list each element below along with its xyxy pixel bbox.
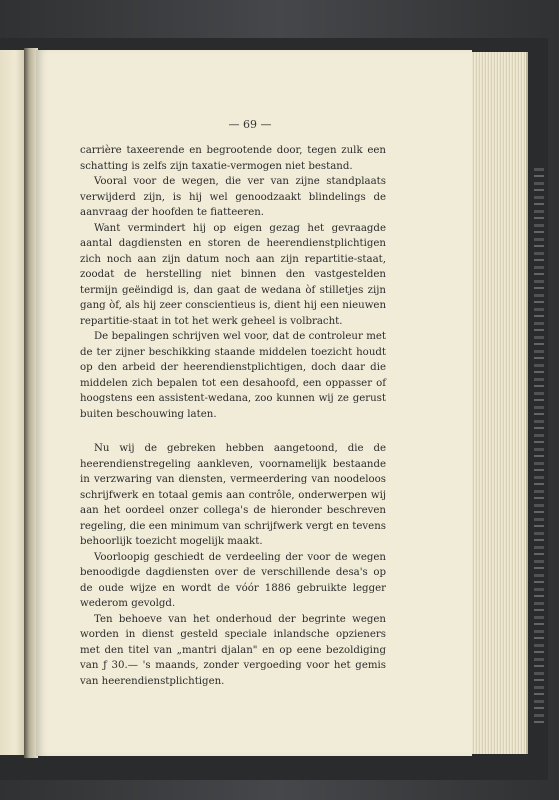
paragraph: Voorloopig geschiedt de verdeeling der voor de wegen benoodigde dagdiensten over de verschillende desa's op de oude wijze en wordt de vóór 1886 gebruikte legger wederom gevolgd. xyxy=(80,551,386,609)
section-break xyxy=(80,422,386,441)
paragraph: carrière taxeerende en begrootende door, tegen zulk een schatting is zelfs zijn taxatie-vermogen niet bestand. xyxy=(80,145,386,172)
page-edges xyxy=(472,52,528,754)
paragraph: Ten behoeve van het onderhoud der begrinte wegen worden in dienst gesteld speciale inlandsche opzieners met den titel van „mantri djalan" en op eene bezoldiging van ƒ 30.— 's maands, zonder vergoeding voor het gemis van heerendienstplichtigen. xyxy=(80,613,386,687)
page-text xyxy=(80,143,386,689)
left-page xyxy=(0,50,26,755)
paragraph: Want vermindert hij op eigen gezag het gevraagde aantal dagdiensten en storen de heerendienstplichtigen zich noch aan zijn datum noch aan zijn repartitie-staat, zoodat de herstelling niet binnen den vastgestelden termijn geëindigd is, dan gaat de wedana òf stilletjes zijn gang òf, als hij zeer conscientieus is, dient hij een nieuwen repartitie-staat in tot het werk geheel is volbracht. xyxy=(80,222,386,327)
paragraph: Nu wij de gebreken hebben aangetoond, die de heerendienstregeling aankleven, voornamelijk bestaande in verzwaring van diensten, vermeerdering van noodeloos schrijfwerk en totaal gemis aan contrôle, onderwerpen wij aan het oordeel onzer collega's de hieronder beschreven regeling, die een minimum van schrijfwerk vergt en tevens behoorlijk toezicht mogelijk maakt. xyxy=(80,443,386,547)
cover-edge-pattern xyxy=(534,168,544,728)
page-number: — 69 — xyxy=(228,118,272,131)
paragraph: Vooral voor de wegen, die ver van zijne standplaats verwijderd zijn, is hij wel genoodzaakt blindelings de aanvraag der hoofden te fiatteeren. xyxy=(80,176,386,218)
paragraph: De bepalingen schrijven wel voor, dat de controleur met de ter zijner beschikking staande middelen toezicht houdt op den arbeid der heerendienstplichtigen, doch daar die middelen zich bepalen tot een desahoofd, een oppasser of hoogstens een assistent-wedana, zoo kunnen wij ze gerust buiten beschouwing laten. xyxy=(80,331,386,420)
